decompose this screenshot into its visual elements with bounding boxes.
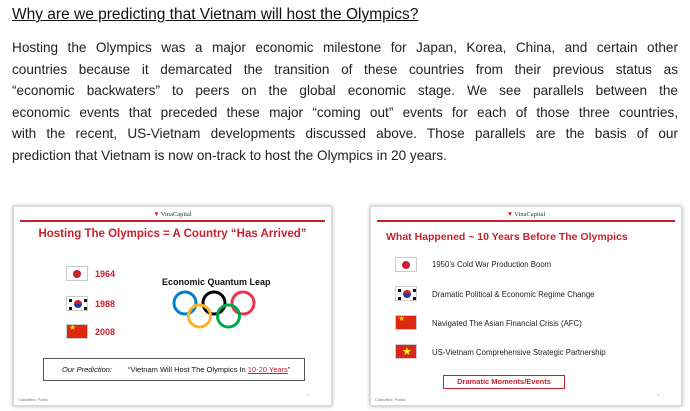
vietnam-flag-icon — [395, 344, 417, 359]
prediction-label: Our Prediction: — [62, 365, 113, 374]
slide-footer: Classified: Public — [375, 397, 406, 402]
event-japan: 1950’s Cold War Production Boom — [432, 260, 552, 269]
article-paragraph — [12, 37, 678, 167]
paragraph-line: prediction that Vietnam is now on-track to host the Olympics in 20 years. — [12, 147, 447, 163]
year-1964: 1964 — [95, 269, 116, 279]
prediction-highlight: 10-20 Years — [247, 365, 288, 374]
year-2008: 2008 — [95, 327, 116, 337]
logo-text: VinaCapital — [514, 211, 546, 218]
header-divider — [377, 220, 675, 222]
slide-title-quoted: “Has Arrived” — [230, 228, 307, 240]
olympic-rings-icon — [172, 289, 256, 331]
slide-title — [14, 228, 331, 240]
paragraph-line: economic events that preceded these major “coming out” events for each of those three countries, — [12, 104, 678, 120]
slide-title: What Happened ~ 10 Years Before The Olympics — [386, 231, 628, 243]
slide-page-number: 3 — [657, 393, 659, 397]
slide-title-prefix: Hosting The Olympics = A Country — [38, 228, 231, 240]
vinacapital-logo — [14, 211, 331, 218]
china-flag-icon — [66, 324, 88, 339]
header-divider — [20, 220, 325, 222]
logo-mark-icon: ▼ — [506, 211, 514, 218]
china-flag-icon — [395, 315, 417, 330]
logo-mark-icon: ▼ — [153, 211, 160, 218]
slide-hosting-olympics — [13, 206, 332, 406]
japan-flag-icon — [395, 257, 417, 272]
year-1988: 1988 — [95, 299, 116, 309]
slide-before-olympics — [370, 206, 682, 406]
japan-flag-icon — [66, 266, 88, 281]
vinacapital-logo — [371, 211, 681, 218]
event-vietnam: US-Vietnam Comprehensive Strategic Partnership — [432, 348, 606, 357]
paragraph-line: countries because it demarcated the transition of these countries from their previous status as — [12, 61, 678, 77]
paragraph-line: “economic backwaters” to peers on the global economic stage. We see parallels between the — [12, 83, 678, 99]
event-korea: Dramatic Political & Economic Regime Change — [432, 290, 595, 299]
slide-page-number: 2 — [307, 393, 309, 397]
korea-flag-icon — [66, 296, 88, 311]
dramatic-moments-box: Dramatic Moments/Events — [443, 375, 565, 389]
slide-footer: Classified: Public — [18, 397, 49, 402]
prediction-text: “Vietnam Will Host The Olympics In 10-20 Years” — [128, 365, 291, 374]
economic-quantum-leap-label: Economic Quantum Leap — [162, 277, 271, 287]
paragraph-line: Hosting the Olympics was a major economic milestone for Japan, Korea, China, and certain other — [12, 40, 678, 55]
logo-text: VinaCapital — [160, 211, 192, 218]
event-china: Navigated The Asian Financial Crisis (AFC) — [432, 319, 582, 328]
prediction-box — [43, 358, 305, 381]
paragraph-line: with the recent, US-Vietnam developments discussed above. Those parallels are the basis of our — [12, 126, 678, 142]
korea-flag-icon — [395, 286, 417, 301]
article-heading: Why are we predicting that Vietnam will host the Olympics? — [12, 6, 419, 23]
